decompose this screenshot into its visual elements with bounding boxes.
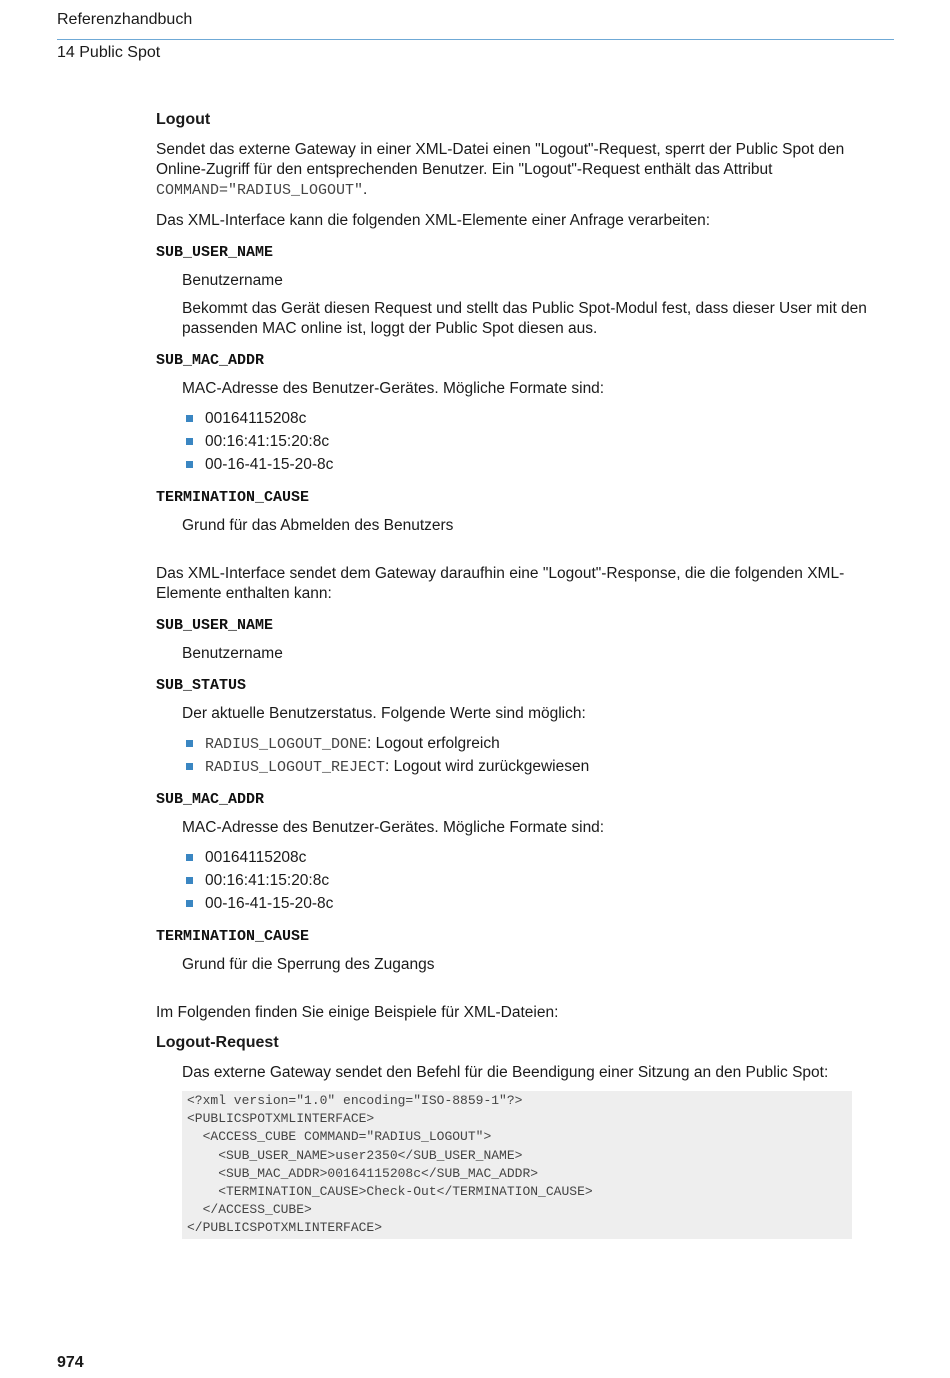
list-item-text: 00-16-41-15-20-8c xyxy=(205,456,334,473)
header-divider xyxy=(57,39,894,40)
square-bullet-icon xyxy=(186,415,193,422)
element-name: SUB_USER_NAME xyxy=(156,244,274,261)
status-text: : Logout erfolgreich xyxy=(367,735,500,752)
xml-code-block: <?xml version="1.0" encoding="ISO-8859-1"?> <PUBLICSPOTXMLINTERFACE> <ACCESS_CUBE COMMAND="RADIUS_LOGOUT"> <SUB_USER_NAME>user2350</SUB_USER_NAME> <SUB_MAC_ADDR>00164115208c</SUB_MAC_ADDR> <TERMINATION_CAUSE>Check-Out</TERMINATION_CAUSE> </ACCESS_CUBE> </PUBLICSPOTXMLINTERFACE> xyxy=(182,1091,852,1239)
element-description: Der aktuelle Benutzerstatus. Folgende Werte sind möglich: xyxy=(182,705,586,722)
square-bullet-icon xyxy=(186,763,193,770)
element-name: TERMINATION_CAUSE xyxy=(156,489,310,506)
running-header-title: Referenzhandbuch xyxy=(57,11,193,28)
mac-format-list xyxy=(182,407,896,476)
square-bullet-icon xyxy=(186,740,193,747)
element-name: SUB_MAC_ADDR xyxy=(156,791,265,808)
list-item xyxy=(182,869,896,892)
list-item xyxy=(182,407,896,430)
response-intro: Das XML-Interface sendet dem Gateway daraufhin eine "Logout"-Response, die die folgenden XML-Elemente enthalten kann: xyxy=(156,565,845,602)
element-description: Grund für das Abmelden des Benutzers xyxy=(182,517,454,534)
status-code: RADIUS_LOGOUT_DONE xyxy=(205,736,368,753)
element-name: SUB_MAC_ADDR xyxy=(156,352,265,369)
element-description: Benutzername xyxy=(182,645,283,662)
intro-code: COMMAND="RADIUS_LOGOUT" xyxy=(156,182,364,199)
status-value-list xyxy=(182,732,896,778)
request-intro: Das XML-Interface kann die folgenden XML-Elemente einer Anfrage verarbeiten: xyxy=(156,212,711,229)
status-text: : Logout wird zurückgewiesen xyxy=(385,758,590,775)
list-item xyxy=(182,453,896,476)
element-name: TERMINATION_CAUSE xyxy=(156,928,310,945)
list-item-text: 00164115208c xyxy=(205,849,307,866)
list-item xyxy=(182,846,896,869)
list-item-text: 00:16:41:15:20:8c xyxy=(205,433,330,450)
main-content xyxy=(156,110,896,1239)
list-item xyxy=(182,732,896,755)
element-name: SUB_STATUS xyxy=(156,677,247,694)
element-description: MAC-Adresse des Benutzer-Gerätes. Mögliche Formate sind: xyxy=(182,819,605,836)
page-number: 974 xyxy=(57,1354,84,1371)
intro-paragraph xyxy=(156,140,896,201)
example-description: Das externe Gateway sendet den Befehl für die Beendigung einer Sitzung an den Public Spot: xyxy=(182,1064,829,1081)
intro-text: Sendet das externe Gateway in einer XML-Datei einen "Logout"-Request, sperrt der Public Spot den Online-Zugriff für den entsprechenden Benutzer. Ein "Logout"-Request enthält das Attribut xyxy=(156,141,845,178)
running-header-chapter: 14 Public Spot xyxy=(57,44,161,61)
square-bullet-icon xyxy=(186,854,193,861)
list-item-text: 00-16-41-15-20-8c xyxy=(205,895,334,912)
element-name: SUB_USER_NAME xyxy=(156,617,274,634)
intro-end: . xyxy=(363,181,368,198)
example-heading: Logout-Request xyxy=(156,1034,279,1051)
list-item-text: 00164115208c xyxy=(205,410,307,427)
mac-format-list xyxy=(182,846,896,915)
square-bullet-icon xyxy=(186,877,193,884)
list-item xyxy=(182,430,896,453)
square-bullet-icon xyxy=(186,461,193,468)
element-description: Benutzername xyxy=(182,272,283,289)
square-bullet-icon xyxy=(186,438,193,445)
list-item xyxy=(182,755,896,778)
square-bullet-icon xyxy=(186,900,193,907)
list-item-text: 00:16:41:15:20:8c xyxy=(205,872,330,889)
element-description: Grund für die Sperrung des Zugangs xyxy=(182,956,435,973)
status-code: RADIUS_LOGOUT_REJECT xyxy=(205,759,386,776)
element-description: MAC-Adresse des Benutzer-Gerätes. Mögliche Formate sind: xyxy=(182,380,605,397)
list-item xyxy=(182,892,896,915)
section-heading: Logout xyxy=(156,111,211,128)
element-description: Bekommt das Gerät diesen Request und stellt das Public Spot-Modul fest, dass dieser User mit den passenden MAC online ist, loggt der Public Spot diesen aus. xyxy=(182,300,867,337)
examples-intro: Im Folgenden finden Sie einige Beispiele für XML-Dateien: xyxy=(156,1004,559,1021)
